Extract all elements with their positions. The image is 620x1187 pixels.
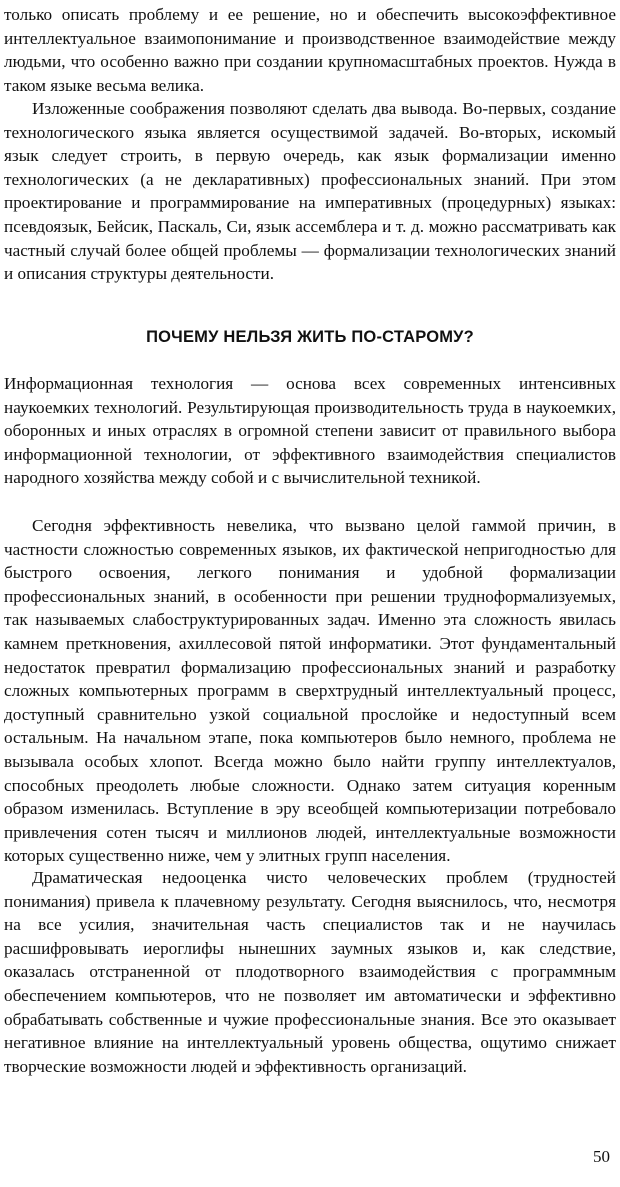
page-number: 50 xyxy=(593,1147,610,1166)
paragraph-underestimation: Драматическая недооценка чисто человеческих проблем (трудностей понимания) привела к плачевному результату. Сегодня выяснилось, что, несмотря на все усилия, значительная часть специалистов так и не научилась расшифровывать иероглифы нынешних заумных языков и, как следствие, оказалась отстраненной от плодотворного взаимодействия с программным обеспечением компьютеров, что не позволяет им автоматически и эффективно обрабатывать собственные и чужие профессиональные знания. Все это оказывает негативное влияние на интеллектуальный уровень общества, ощутимо снижает творческие возможности людей и эффективность организаций. xyxy=(4,868,616,1076)
paragraph-continuation: только описать проблему и ее решение, но и обеспечить высокоэффективное интеллектуальное взаимопонимание и производственное взаимодействие между людьми, что особенно важно при создании крупномасштабных проектов. Нужда в таком языке весьма велика. xyxy=(4,5,616,95)
section-heading: ПОЧЕМУ НЕЛЬЗЯ ЖИТЬ ПО-СТАРОМУ? xyxy=(146,328,474,346)
paragraph-information-technology: Информационная технология — основа всех современных интенсивных наукоемких технологий. Результирующая производительность труда в наукоемких, оборонных и иных отраслях в огромной степени зависит от правильного выбора информационной технологии, от эффективного взаимодействия специалистов народного хозяйства между собой и с вычислительной техникой. xyxy=(4,374,616,488)
paragraph-effectiveness: Сегодня эффективность невелика, что вызвано целой гаммой причин, в частности сложностью современных языков, их фактической непригодностью для быстрого освоения, легкого понимания и удобной формализации профессиональных знаний, в особенности при решении трудноформализуемых, так называемых слабоструктурированных задач. Именно эта сложность явилась камнем преткновения, ахиллесовой пятой информатики. Этот фундаментальный недостаток превратил формализацию профессиональных знаний и разработку сложных компьютерных программ в сверхтрудный интеллектуальный процесс, доступный сравнительно узкой социальной прослойке и недоступный всем остальным. На начальном этапе, пока компьютеров было немного, проблема не вызывала особых хлопот. Всегда можно было найти группу интеллектуалов, способных преодолеть любые сложности. Однако затем ситуация коренным образом изменилась. Вступление в эру всеобщей компьютеризации потребовало привлечения сотен тысяч и миллионов людей, интеллектуальные возможности которых существенно ниже, чем у элитных групп населения. xyxy=(4,516,616,866)
paragraph-conclusions: Изложенные соображения позволяют сделать два вывода. Во-первых, создание технологического языка является осуществимой задачей. Во-вторых, искомый язык следует строить, в первую очередь, как язык формализации именно технологических (а не декларативных) профессиональных знаний. При этом проектирование и программирование на императивных (процедурных) языках: псевдоязык, Бейсик, Паскаль, Си, язык ассемблера и т. д. можно рассматривать как частный случай более общей проблемы — формализации технологических знаний и описания структуры деятельности. xyxy=(4,99,616,284)
